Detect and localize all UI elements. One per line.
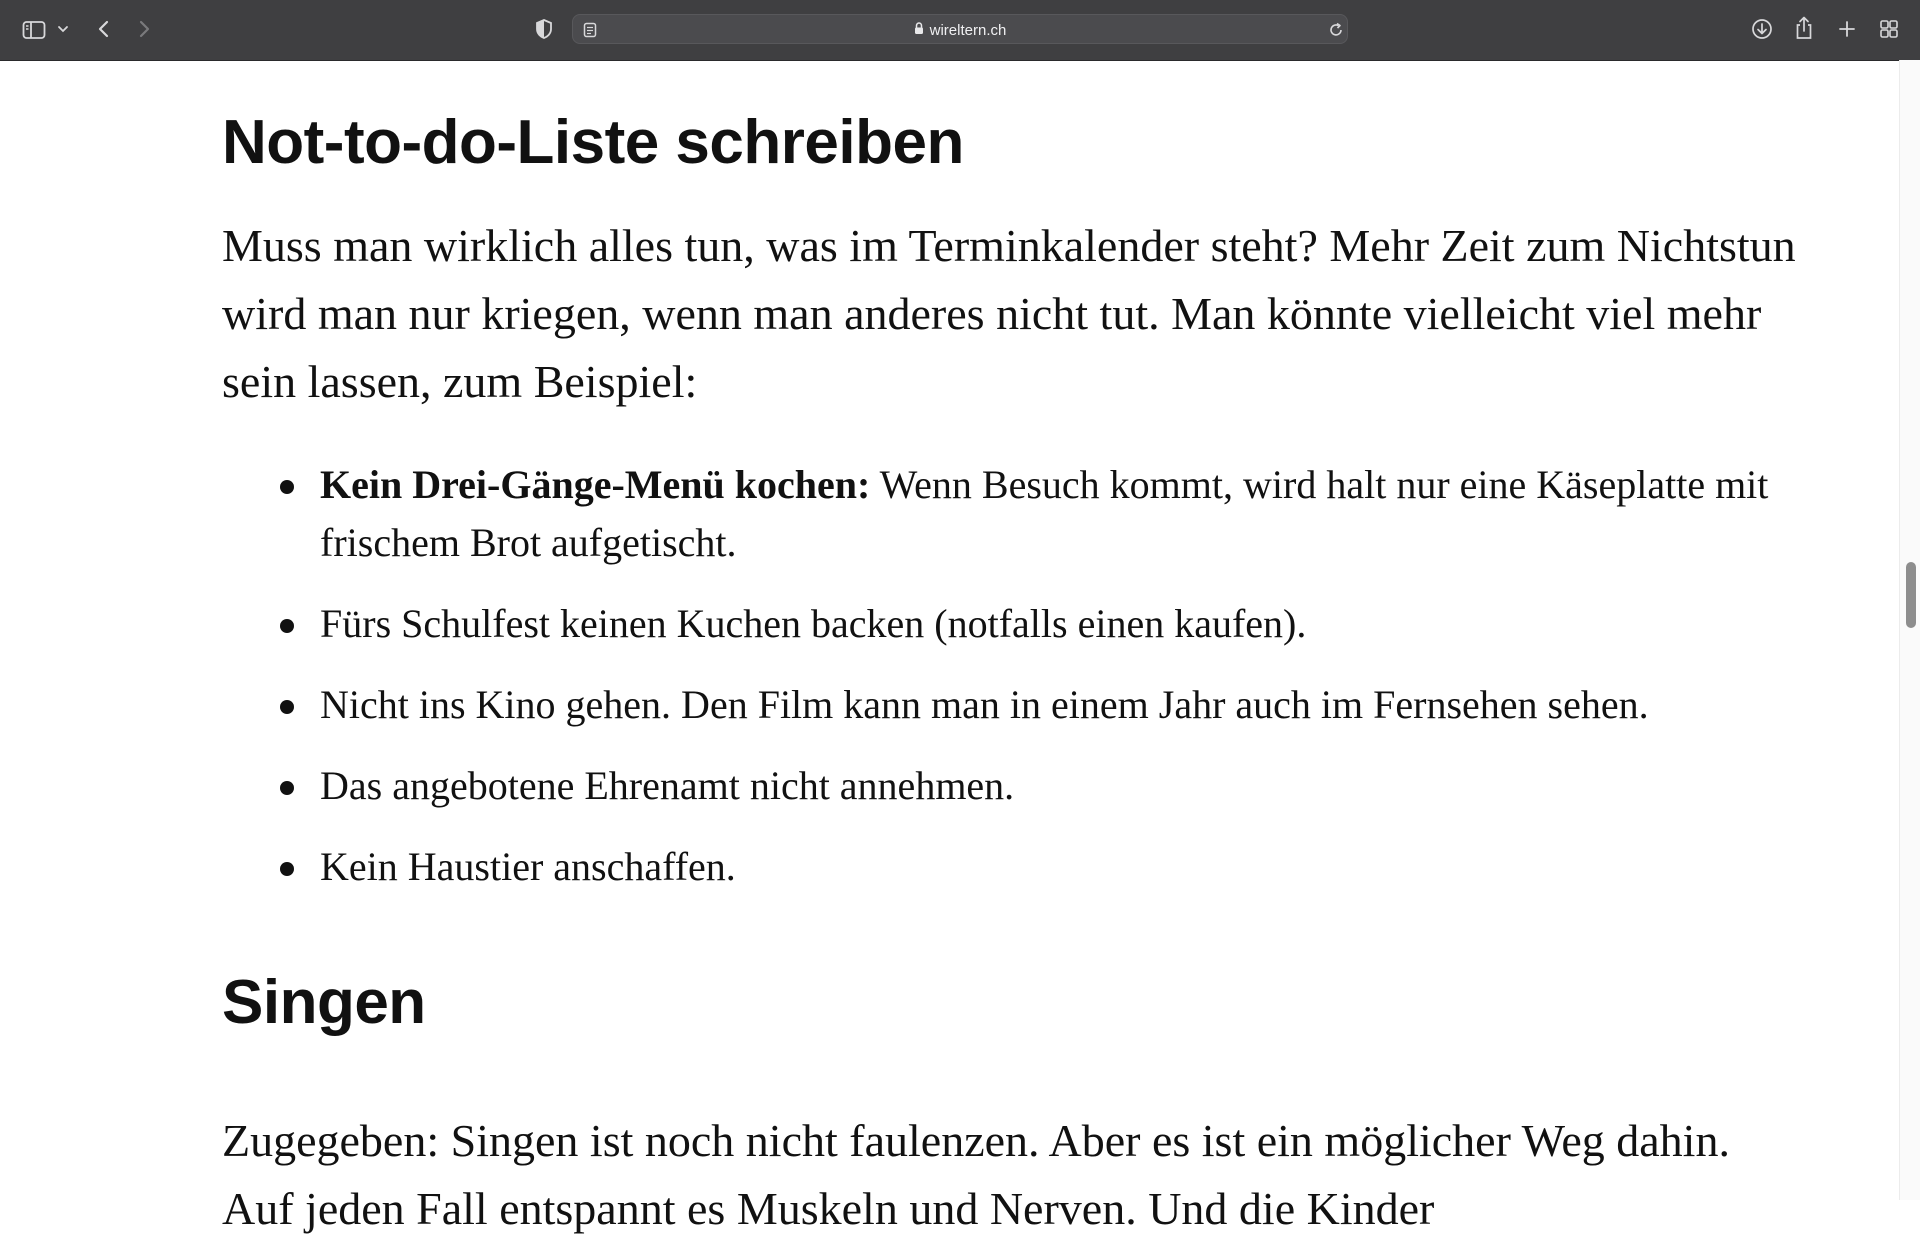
list-item [222,595,1802,653]
list-item-text: Fürs Schulfest keinen Kuchen backen (notfalls einen kaufen). [320,601,1307,646]
section-heading-singen: Singen [222,968,426,1037]
scrollbar-thumb[interactable] [1906,562,1916,628]
chevron-down-icon[interactable] [56,22,70,36]
privacy-shield-icon[interactable] [532,17,556,41]
sidebar-icon[interactable] [22,18,46,42]
url-text: wireltern.ch [929,21,1007,39]
share-icon[interactable] [1792,15,1816,41]
forward-icon[interactable] [132,17,156,41]
bullet-icon [280,480,294,494]
list-item-text: Kein Haustier anschaffen. [320,844,736,889]
bullet-icon [280,619,294,633]
list-item [222,757,1802,815]
bullet-icon [280,781,294,795]
list-item-text: Das angebotene Ehrenamt nicht annehmen. [320,763,1015,808]
list-item-bold: Kein Drei-Gänge-Menü kochen: [320,462,871,507]
download-icon[interactable] [1750,17,1774,41]
section-heading-not-to-do: Not-to-do-Liste schreiben [222,108,964,177]
address-bar[interactable] [572,14,1348,44]
lock-icon [914,22,924,39]
bullet-icon [280,862,294,876]
tab-overview-icon[interactable] [1877,17,1901,41]
not-to-do-list [222,456,1802,919]
back-icon[interactable] [92,17,116,41]
list-item [222,676,1802,734]
bullet-icon [280,700,294,714]
list-item-text: Wenn Besuch kommt, wird halt nur eine Käseplatte mit frischem Brot aufgetischt. [320,462,1769,565]
reload-icon[interactable] [1327,21,1345,39]
list-item [222,838,1802,896]
list-item [222,456,1802,572]
browser-toolbar [0,0,1920,61]
intro-paragraph: Muss man wirklich alles tun, was im Terminkalender steht? Mehr Zeit zum Nichtstun wird man nur kriegen, wenn man anderes nicht tut. Man könnte vielleicht viel mehr sein lassen, zum Beispiel: [222,220,1796,407]
scrollbar[interactable] [1899,60,1920,1200]
singen-paragraph: Zugegeben: Singen ist noch nicht faulenzen. Aber es ist ein möglicher Weg dahin. Auf jeden Fall entspannt es Muskeln und Nerven. Und die Kinder [222,1115,1730,1234]
list-item-text: Nicht ins Kino gehen. Den Film kann man in einem Jahr auch im Fernsehen sehen. [320,682,1649,727]
new-tab-icon[interactable] [1835,17,1859,41]
